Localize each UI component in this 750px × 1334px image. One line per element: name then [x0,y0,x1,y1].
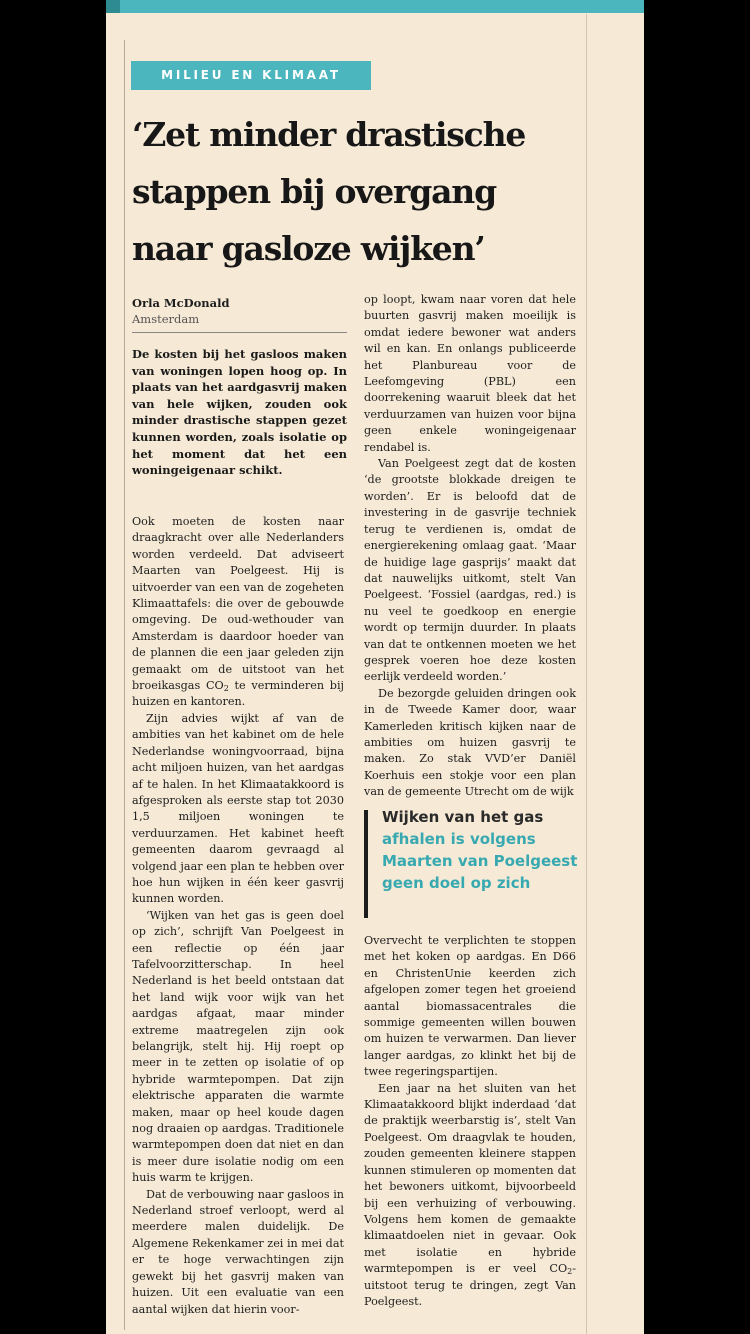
newspaper-page [106,0,644,1334]
paragraph: ‘Wijken van het gas is geen doel op zich’, schrijft Van Poelgeest in een reflectie op één jaar Tafelvoorzitterschap. In heel Nederland is het beeld ontstaan dat het land wijk voor wijk van het aardgas afgaat, maar minder extreme maatregelen zijn ook belangrijk, stelt hij. Hij roept op meer in te zetten op isolatie of op hybride warmtepompen. Dat zijn elektrische apparaten die warmte maken, maar op heel koude dagen nog draaien op aardgas. Traditionele warmtepompen doen dat niet en dan is meer dure isolatie nodig om een huis warm te krijgen. [132,908,344,1185]
paragraph: op loopt, kwam naar voren dat hele buurten gasvrij maken moeilijk is omdat iedere bewoner wat anders wil en kan. En onlangs publiceerde het Planbureau voor de Leefomgeving (PBL) een doorrekening waaruit bleek dat het verduurzamen van huizen voor bijna geen enkele woningeigenaar rendabel is. [364,293,576,454]
article-column-2-continued [364,933,576,1310]
article-column-2 [364,292,576,801]
left-column-rule [124,40,125,1330]
paragraph: Zijn advies wijkt af van de ambities van het kabinet om de hele Nederlandse woningvoorraad, bijna acht miljoen huizen, van het aardgas af te halen. In het Klimaatakkoord is afgesproken als eerste stap tot 2030 1,5 miljoen woningen te verduurzamen. Het kabinet heeft gemeenten daarom gevraagd al volgend jaar een plan te hebben over hoe hun wijken in één keer gasvrij kunnen worden. [132,711,344,906]
top-bar-corner [106,0,120,13]
paragraph: Een jaar na het sluiten van het Klimaatakkoord blijkt inderdaad ‘dat de praktijk weerbarstig is’, stelt Van Poelgeest. Om draagvlak te houden, zouden gemeenten kleinere stappen kunnen stimuleren op momenten dat het bewoners uitkomt, bijvoorbeeld bij een verhuizing of verbouwing. Volgens hem komen de gemaakte klimaatdoelen niet in gevaar. Ook met isolatie en hybride warmtepompen is er veel $CO_2$-uitstoot terug te dringen, zegt Van Poelgeest. [364,1081,576,1308]
author-location: Amsterdam [132,312,200,326]
category-label: MILIEU EN KLIMAAT [131,61,371,90]
paragraph: Dat de verbouwing naar gasloos in Nederland stroef verloopt, werd al meerdere malen duidelijk. De Algemene Rekenkamer zei in mei dat er te hoge verwachtingen zijn gewekt bij het gasvrij maken van huizen. Uit een evaluatie van een aantal wijken dat hierin voor- [132,1187,344,1316]
article-lead: De kosten bij het gasloos maken van woningen lopen hoog op. In plaats van het aardgasvrij maken van hele wijken, zouden ook minder drastische stappen gezet kunnen worden, zoals isolatie op het moment dat het een woningeigenaar schikt. [132,347,347,478]
paragraph: Van Poelgeest zegt dat de kosten ‘de grootste blokkade dreigen te worden’. Er is beloofd dat de investering in de gasvrije techniek terug te verdienen is, omdat de energierekening omlaag gaat. ‘Maar de huidige lage gasprijs’ maakt dat dat nauwelijks uitkomt, stelt Van Poelgeest. ‘Fossiel (aardgas, red.) is nu veel te goedkoop en energie wordt op termijn duurder. In plaats van dat te ontkennen moeten we het gesprek voeren hoe deze kosten eerlijk verdeeld worden.’ [364,457,576,684]
pull-quote-rest: afhalen is volgens Maarten van Poelgeest geen doel op zich [382,830,578,892]
pull-quote-text [382,806,578,894]
author-name: Orla McDonald [132,296,230,310]
pull-quote-lead: Wijken van het gas [382,808,544,826]
byline-divider [132,332,347,333]
paragraph: Ook moeten de kosten naar draagkracht over alle Nederlanders worden verdeeld. Dat adviseert Maarten van Poelgeest. Hij is uitvoerder van een van de zogeheten Klimaattafels: die over de gebouwde omgeving. De oud-wethouder van Amsterdam is daardoor hoeder van de plannen die een jaar geleden zijn gemaakt om de uitstoot van het broeikasgas $CO_2$ te verminderen bij huizen en kantoren. [132,515,344,709]
pull-quote-bar [364,810,368,918]
pull-quote [364,806,579,920]
paragraph: Overvecht te verplichten te stoppen met het koken op aardgas. En D66 en ChristenUnie keerden zich afgelopen zomer tegen het groeiend aantal biomassacentrales die sommige gemeenten willen bouwen om huizen te verwarmen. Dan liever langer aardgas, zo klinkt het bij de twee regeringspartijen. [364,934,576,1079]
article-column-1 [132,514,344,1318]
article-headline: ‘Zet minder drastische stappen bij overgang naar gasloze wijken’ [132,115,526,268]
paragraph: De bezorgde geluiden dringen ook in de Tweede Kamer door, waar Kamerleden kritisch kijken naar de ambities om huizen gasvrij te maken. Zo stak VVD’er Daniël Koerhuis een stokje voor een plan van de gemeente Utrecht om de wijk [364,686,576,799]
right-column-rule [586,14,587,1334]
top-color-bar [106,0,644,13]
